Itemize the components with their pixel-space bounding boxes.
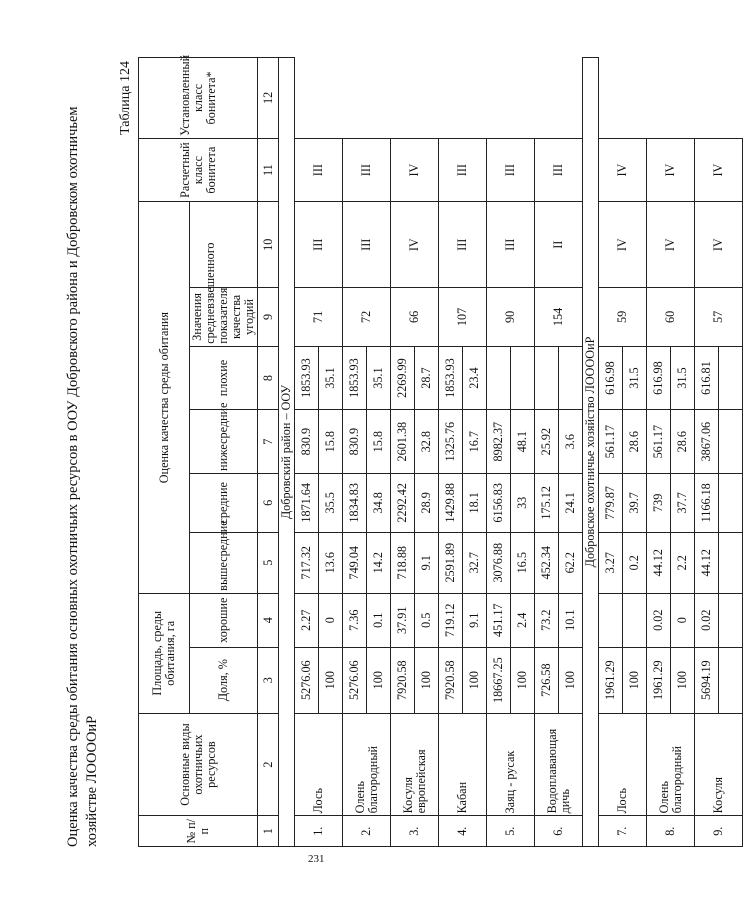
good-share: 0 (319, 593, 343, 647)
above-share: 16.5 (511, 532, 535, 593)
below-share (719, 410, 743, 474)
below-area: 25.92 (535, 410, 559, 474)
header-species: Основные виды охотничьих ресурсов (139, 713, 258, 816)
below-share: 28.6 (671, 410, 695, 474)
table-row (391, 58, 415, 847)
poor-share: 31.5 (623, 346, 647, 410)
species-name: Косуля (695, 713, 743, 816)
col-num: 8 (258, 346, 279, 410)
poor-share (719, 346, 743, 410)
below-share: 28.6 (623, 410, 647, 474)
calculated-class: IV (599, 202, 647, 288)
col-num: 6 (258, 473, 279, 532)
caption (64, 87, 102, 847)
col-num: 3 (258, 647, 279, 713)
good-share (719, 593, 743, 647)
avg-area: 1166.18 (695, 473, 719, 532)
row-number: 4. (439, 816, 487, 847)
avg-share: 34.8 (367, 473, 391, 532)
header-good: хорошие (190, 593, 258, 647)
habitat-area: 1961.29 (599, 647, 623, 713)
established-class: III (295, 138, 343, 202)
header-assessment: Оценка качества среды обитания (139, 202, 190, 593)
header-calc-class: Расчетный класс бонитета (139, 138, 258, 202)
above-area: 3076.88 (487, 532, 511, 593)
row-number: 8. (647, 816, 695, 847)
poor-share: 35.1 (367, 346, 391, 410)
column-number-row (258, 58, 279, 847)
row-number: 6. (535, 816, 583, 847)
above-share: 0.2 (623, 532, 647, 593)
header-below-avg: нижесредние (190, 410, 258, 474)
good-area: 0.02 (695, 593, 719, 647)
mean-quality-index: 107 (439, 288, 487, 347)
established-class: IV (599, 138, 647, 202)
established-class: IV (647, 138, 695, 202)
col-num: 2 (258, 713, 279, 816)
habitat-share: 100 (319, 647, 343, 713)
poor-area: 1853.93 (295, 346, 319, 410)
species-name: Лось (295, 713, 343, 816)
table-row (695, 58, 719, 847)
calculated-class: IV (391, 202, 439, 288)
poor-area: 1853.93 (439, 346, 463, 410)
calculated-class: IV (647, 202, 695, 288)
calculated-class: IV (695, 202, 743, 288)
good-share (623, 593, 647, 647)
avg-area: 2292.42 (391, 473, 415, 532)
above-area: 717.32 (295, 532, 319, 593)
table-row (487, 58, 511, 847)
below-share: 15.8 (319, 410, 343, 474)
habitat-share: 100 (415, 647, 439, 713)
habitat-area: 5276.06 (343, 647, 367, 713)
good-area: 37.91 (391, 593, 415, 647)
below-share: 32.8 (415, 410, 439, 474)
table-number: Таблица 124 (118, 61, 133, 135)
below-area: 3867.06 (695, 410, 719, 474)
species-name: Кабан (439, 713, 487, 816)
avg-share: 33 (511, 473, 535, 532)
avg-share: 37.7 (671, 473, 695, 532)
header-above-avg: вышесредние (190, 532, 258, 593)
above-share: 14.2 (367, 532, 391, 593)
habitat-share (719, 647, 743, 713)
row-number: 7. (599, 816, 647, 847)
below-share: 48.1 (511, 410, 535, 474)
established-class: IV (695, 138, 743, 202)
mean-quality-index: 66 (391, 288, 439, 347)
below-area: 1325.76 (439, 410, 463, 474)
mean-quality-index: 60 (647, 288, 695, 347)
poor-area: 616.98 (647, 346, 671, 410)
header-area: Площадь, среды обитания, га (139, 593, 190, 713)
species-name: Косуля европейская (391, 713, 439, 816)
established-class: III (535, 138, 583, 202)
mean-quality-index: 72 (343, 288, 391, 347)
good-share: 2.4 (511, 593, 535, 647)
above-share: 13.6 (319, 532, 343, 593)
page-number: 231 (308, 853, 325, 865)
above-area: 452.34 (535, 532, 559, 593)
good-area: 0.02 (647, 593, 671, 647)
col-num: 11 (258, 138, 279, 202)
good-area: 719.12 (439, 593, 463, 647)
good-share: 0.1 (367, 593, 391, 647)
poor-area: 616.98 (599, 346, 623, 410)
header-share: Доля, % (190, 647, 258, 713)
above-share: 32.7 (463, 532, 487, 593)
poor-share (511, 346, 535, 410)
rotated-sheet (40, 54, 725, 847)
established-class: III (343, 138, 391, 202)
avg-area: 1834.83 (343, 473, 367, 532)
table-row (295, 58, 319, 847)
good-area: 451.17 (487, 593, 511, 647)
avg-share: 24.1 (559, 473, 583, 532)
table-row (439, 58, 463, 847)
above-area: 2591.89 (439, 532, 463, 593)
avg-area: 779.87 (599, 473, 623, 532)
section-title: Добровский район – ООУ (279, 58, 295, 847)
above-share: 2.2 (671, 532, 695, 593)
good-share: 0.5 (415, 593, 439, 647)
avg-share: 35.5 (319, 473, 343, 532)
below-share: 16.7 (463, 410, 487, 474)
avg-area: 739 (647, 473, 671, 532)
good-share: 0 (671, 593, 695, 647)
established-class: IV (391, 138, 439, 202)
above-share: 9.1 (415, 532, 439, 593)
good-area (599, 593, 623, 647)
habitat-share: 100 (463, 647, 487, 713)
poor-share: 31.5 (671, 346, 695, 410)
species-name: Заяц - русак (487, 713, 535, 816)
habitat-area: 726.58 (535, 647, 559, 713)
calculated-class: III (439, 202, 487, 288)
above-share (719, 532, 743, 593)
above-share: 62.2 (559, 532, 583, 593)
above-area: 3.27 (599, 532, 623, 593)
avg-share: 18.1 (463, 473, 487, 532)
habitat-table (138, 54, 743, 847)
good-share: 9.1 (463, 593, 487, 647)
below-share: 15.8 (367, 410, 391, 474)
above-area: 749.04 (343, 532, 367, 593)
mean-quality-index: 71 (295, 288, 343, 347)
caption-line-1: Оценка качества среды обитания основных охотничьих ресурсов в ООУ Добровского района и Добровском охотничьем (65, 106, 81, 847)
above-area: 718.88 (391, 532, 415, 593)
row-number: 2. (343, 816, 391, 847)
poor-share: 28.7 (415, 346, 439, 410)
caption-line-2: хозяйстве ЛООООиР (84, 715, 100, 847)
avg-area: 6156.83 (487, 473, 511, 532)
good-area: 7.36 (343, 593, 367, 647)
avg-area: 175.12 (535, 473, 559, 532)
established-class: III (487, 138, 535, 202)
table-row (535, 58, 559, 847)
habitat-share: 100 (367, 647, 391, 713)
col-num: 12 (258, 58, 279, 139)
avg-area: 1871.64 (295, 473, 319, 532)
habitat-share: 100 (511, 647, 535, 713)
habitat-area: 1961.29 (647, 647, 671, 713)
table-row (343, 58, 367, 847)
calculated-class: III (343, 202, 391, 288)
col-num: 4 (258, 593, 279, 647)
avg-share: 28.9 (415, 473, 439, 532)
below-area: 830.9 (295, 410, 319, 474)
established-class: III (439, 138, 487, 202)
row-number: 9. (695, 816, 743, 847)
habitat-area: 5276.06 (295, 647, 319, 713)
mean-quality-index: 90 (487, 288, 535, 347)
calculated-class: III (487, 202, 535, 288)
poor-area: 1853.93 (343, 346, 367, 410)
above-area: 44.12 (695, 532, 719, 593)
habitat-area: 5694.19 (695, 647, 719, 713)
below-area: 8982.37 (487, 410, 511, 474)
below-area: 830.9 (343, 410, 367, 474)
poor-area: 2269.99 (391, 346, 415, 410)
section-title: Добровское охотничье хозяйство ЛООООиР (583, 58, 599, 847)
poor-area (487, 346, 511, 410)
col-num: 10 (258, 202, 279, 288)
habitat-share: 100 (671, 647, 695, 713)
below-area: 2601.38 (391, 410, 415, 474)
below-area: 561.17 (647, 410, 671, 474)
calculated-class: III (295, 202, 343, 288)
col-num: 9 (258, 288, 279, 347)
header-avg: средние (190, 473, 258, 532)
col-num: 5 (258, 532, 279, 593)
col-num: 7 (258, 410, 279, 474)
poor-area: 616.81 (695, 346, 719, 410)
species-name: Лось (599, 713, 647, 816)
poor-share: 35.1 (319, 346, 343, 410)
habitat-area: 7920.58 (439, 647, 463, 713)
header-poor: плохие (190, 346, 258, 410)
habitat-share: 100 (559, 647, 583, 713)
table-row (599, 58, 623, 847)
avg-area: 1429.88 (439, 473, 463, 532)
section-row (583, 58, 599, 847)
species-name: Водоплавающая дичь (535, 713, 583, 816)
avg-share: 39.7 (623, 473, 647, 532)
species-name: Олень благородный (343, 713, 391, 816)
row-number: 1. (295, 816, 343, 847)
habitat-share: 100 (623, 647, 647, 713)
good-area: 73.2 (535, 593, 559, 647)
calculated-class: II (535, 202, 583, 288)
mean-quality-index: 59 (599, 288, 647, 347)
header-set-class: Установленный класс бонитета* (139, 58, 258, 139)
row-number: 5. (487, 816, 535, 847)
species-name: Олень благородный (647, 713, 695, 816)
row-number: 3. (391, 816, 439, 847)
below-share: 3.6 (559, 410, 583, 474)
section-row (279, 58, 295, 847)
mean-quality-index: 57 (695, 288, 743, 347)
header-mean-index: Значения средневзвешенного показателя качества угодий (190, 288, 258, 347)
poor-share: 23.4 (463, 346, 487, 410)
good-share: 10.1 (559, 593, 583, 647)
table-row (647, 58, 671, 847)
habitat-area: 7920.58 (391, 647, 415, 713)
avg-share (719, 473, 743, 532)
mean-quality-index: 154 (535, 288, 583, 347)
good-area: 2.27 (295, 593, 319, 647)
col-num: 1 (258, 816, 279, 847)
below-area: 561.17 (599, 410, 623, 474)
habitat-area: 18667.25 (487, 647, 511, 713)
above-area: 44.12 (647, 532, 671, 593)
header-no: № п/п (139, 816, 258, 847)
poor-area (535, 346, 559, 410)
poor-share (559, 346, 583, 410)
